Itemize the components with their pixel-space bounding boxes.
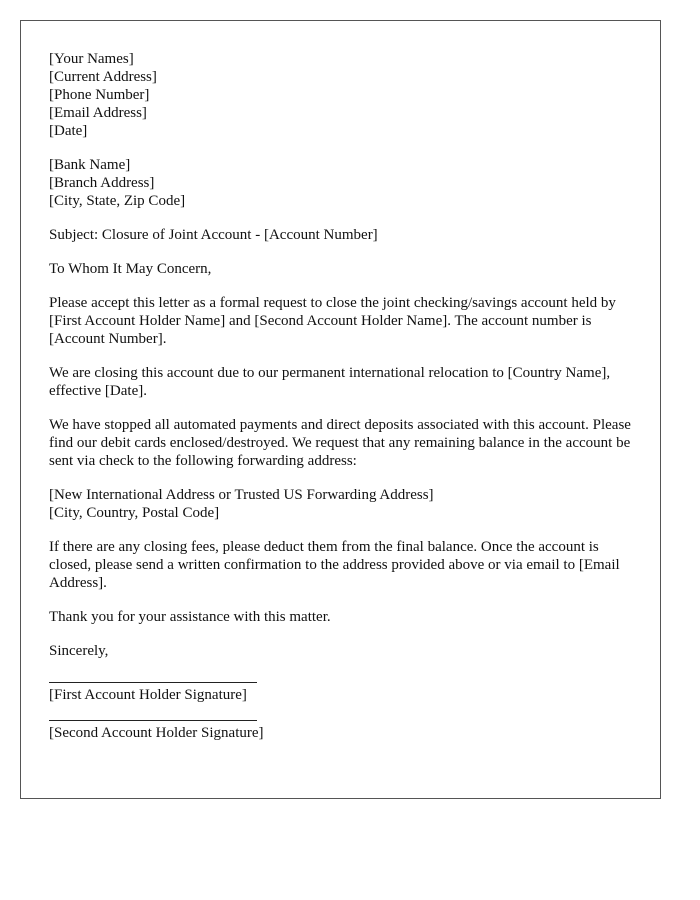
signature-second <box>49 720 634 742</box>
forwarding-city: [City, Country, Postal Code] <box>49 505 220 521</box>
signature-line <box>49 682 257 683</box>
paragraph-fees: If there are any closing fees, please deduct them from the final balance. Once the account is closed, please send a written confirmation to the address provided above or via email to [Email Address]. <box>49 539 620 591</box>
paragraph-request: Please accept this letter as a formal request to close the joint checking/savings account held by [First Account Holder Name] and [Second Account Holder Name]. The account number is [Account Number]. <box>49 295 616 347</box>
sender-name: [Your Names] <box>49 51 134 67</box>
forwarding-address-block <box>49 486 634 522</box>
letter-page <box>20 20 661 799</box>
forwarding-address: [New International Address or Trusted US Forwarding Address] <box>49 487 434 503</box>
sender-block <box>49 50 634 140</box>
thanks-line: Thank you for your assistance with this matter. <box>49 609 331 625</box>
signature-line <box>49 720 257 721</box>
paragraph-instructions: We have stopped all automated payments and direct deposits associated with this account. Please find our debit cards enclosed/destroyed. We request that any remaining balance in the account be sent via check to the following forwarding address: <box>49 417 631 469</box>
paragraph-reason: We are closing this account due to our permanent international relocation to [Country Name], effective [Date]. <box>49 365 611 399</box>
sender-address: [Current Address] <box>49 69 157 85</box>
city-state-zip: [City, State, Zip Code] <box>49 193 186 209</box>
bank-name: [Bank Name] <box>49 157 131 173</box>
signature-first-label: [First Account Holder Signature] <box>49 687 247 703</box>
salutation: To Whom It May Concern, <box>49 261 212 277</box>
signature-second-label: [Second Account Holder Signature] <box>49 725 264 741</box>
closing-line: Sincerely, <box>49 643 109 659</box>
sender-date: [Date] <box>49 123 88 139</box>
branch-address: [Branch Address] <box>49 175 155 191</box>
sender-phone: [Phone Number] <box>49 87 150 103</box>
sender-email: [Email Address] <box>49 105 147 121</box>
signature-first <box>49 682 634 704</box>
recipient-block <box>49 156 634 210</box>
subject-line: Subject: Closure of Joint Account - [Account Number] <box>49 227 378 243</box>
